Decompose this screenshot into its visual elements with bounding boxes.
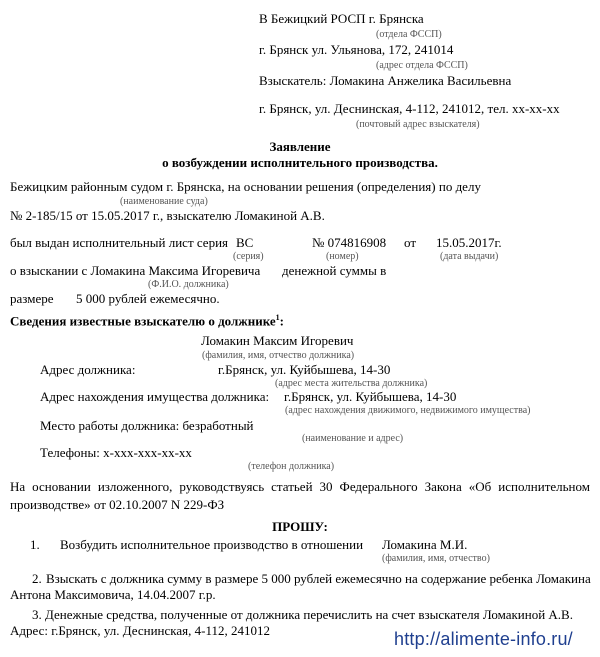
request-item-1-number: 1. [30, 537, 40, 552]
amount-value: 5 000 рублей ежемесячно. [76, 291, 220, 306]
date-caption: (дата выдачи) [440, 251, 499, 262]
request-item-1-caption: (фамилия, имя, отчество) [382, 553, 490, 564]
basis-line-1: На основании изложенного, руководствуясь статьей 30 Федерального Закона «Об исполнительном [10, 479, 590, 494]
request-item-1-text: Возбудить исполнительное производство в отношении [60, 537, 364, 552]
claimant-name: Взыскатель: Ломакина Анжелика Васильевна [259, 73, 512, 88]
debtor-info-heading-text: Сведения известные взыскателю о должнике [10, 313, 276, 329]
debtor-phones-caption: (телефон должника) [248, 461, 335, 472]
amount-label: размере [10, 291, 54, 306]
recipient-office-caption: (отдела ФССП) [376, 29, 442, 40]
debtor-info-heading [10, 313, 284, 329]
footnote-marker: 1 [275, 313, 280, 322]
property-address-label: Адрес нахождения имущества должника: [40, 389, 270, 404]
claimant-address: г. Брянск, ул. Деснинская, 4-112, 241012, тел. хх-хх-хх [259, 101, 560, 116]
court-line: Бежицким районным судом г. Брянска, на основании решения (определения) по делу [10, 179, 481, 194]
writ-number: № 074816908 [312, 235, 387, 250]
money-sum: денежной суммы в [282, 263, 387, 278]
property-address-caption: (адрес нахождения движимого, недвижимого имущества) [285, 405, 531, 416]
number-caption: (номер) [326, 251, 359, 262]
debtor-address: г.Брянск, ул. Куйбышева, 14-30 [218, 362, 391, 377]
series-caption: (серия) [233, 251, 264, 262]
request-item-2-number: 2. [32, 571, 42, 586]
debtor-address-caption: (адрес места жительства должника) [275, 378, 428, 389]
request-item-3-line-1: 3. Денежные средства, полученные от должника перечислить на счет взыскателя Ломакиной А.В. [32, 607, 573, 622]
document-subtitle: о возбуждении исполнительного производства. [162, 155, 438, 170]
document-title: Заявление [269, 139, 331, 154]
request-item-3-line-2: Адрес: г.Брянск, ул. Деснинская, 4-112, 241012 [10, 623, 270, 638]
debtor-name: Ломакин Максим Игоревич [201, 333, 354, 348]
writ-date: 15.05.2017г. [436, 235, 502, 250]
fssp-address-caption: (адрес отдела ФССП) [376, 60, 468, 71]
request-item-2-line-2: Антона Максимовича, 14.04.2007 г.р. [10, 587, 216, 602]
debtor-work-caption: (наименование и адрес) [302, 433, 404, 444]
property-address: г.Брянск, ул. Куйбышева, 14-30 [284, 389, 457, 404]
request-heading: ПРОШУ: [272, 519, 328, 534]
debtor-name-field-caption: (фамилия, имя, отчество должника) [202, 350, 355, 361]
debtor-name-caption: (Ф.И.О. должника) [148, 279, 229, 290]
request-item-2-line-1: Взыскать с должника сумму в размере 5 000 рублей ежемесячно на содержание ребенка Ломакина [46, 571, 591, 586]
debtor-phones: Телефоны: х-ххх-ххх-хх-хх [40, 445, 192, 460]
recovery-from: о взыскании с Ломакина Максима Игоревича [10, 263, 261, 278]
recipient-office: В Бежицкий РОСП г. Брянска [259, 11, 424, 26]
heading-colon: : [279, 313, 284, 329]
claimant-address-caption: (почтовый адрес взыскателя) [356, 119, 480, 130]
debtor-address-label: Адрес должника: [40, 362, 136, 377]
writ-series: ВС [236, 235, 254, 250]
watermark-url: http://alimente-info.ru/ [394, 629, 573, 649]
request-item-1-name: Ломакина М.И. [382, 537, 468, 552]
court-caption: (наименование суда) [120, 196, 208, 207]
fssp-address: г. Брянск ул. Ульянова, 172, 241014 [259, 42, 454, 57]
from-label: от [404, 235, 417, 250]
issued-prefix: был выдан исполнительный лист серия [10, 235, 229, 250]
case-line: № 2-185/15 от 15.05.2017 г., взыскателю Ломакиной А.В. [10, 208, 325, 223]
debtor-work: Место работы должника: безработный [40, 418, 254, 433]
basis-line-2: производстве» от 02.10.2007 N 229-ФЗ [10, 497, 225, 512]
